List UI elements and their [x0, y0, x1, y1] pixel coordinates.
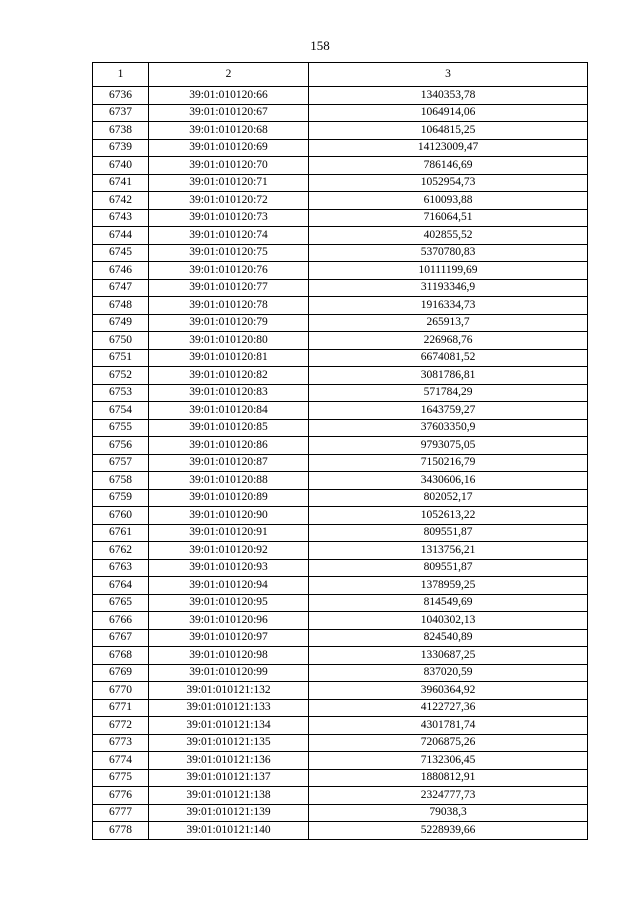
- value-cell: 1916334,73: [309, 297, 588, 315]
- table-row: [93, 384, 588, 402]
- row-number-cell: 6759: [93, 489, 149, 507]
- cadastral-number-cell: 39:01:010120:86: [149, 437, 309, 455]
- cadastral-number-cell: 39:01:010120:80: [149, 332, 309, 350]
- table-row: [93, 122, 588, 140]
- value-cell: 610093,88: [309, 192, 588, 210]
- value-cell: 1643759,27: [309, 402, 588, 420]
- table-row: [93, 577, 588, 595]
- row-number-cell: 6768: [93, 647, 149, 665]
- value-cell: 1340353,78: [309, 87, 588, 105]
- row-number-cell: 6766: [93, 612, 149, 630]
- table-row: [93, 262, 588, 280]
- row-number-cell: 6742: [93, 192, 149, 210]
- cadastral-number-cell: 39:01:010120:74: [149, 227, 309, 245]
- value-cell: 1330687,25: [309, 647, 588, 665]
- table-row: [93, 104, 588, 122]
- value-cell: 5370780,83: [309, 244, 588, 262]
- value-cell: 809551,87: [309, 559, 588, 577]
- row-number-cell: 6746: [93, 262, 149, 280]
- value-cell: 3081786,81: [309, 367, 588, 385]
- value-cell: 14123009,47: [309, 139, 588, 157]
- row-number-cell: 6748: [93, 297, 149, 315]
- table-row: [93, 367, 588, 385]
- cadastral-number-cell: 39:01:010120:87: [149, 454, 309, 472]
- row-number-cell: 6765: [93, 594, 149, 612]
- row-number-cell: 6749: [93, 314, 149, 332]
- table-row: [93, 227, 588, 245]
- table-row: [93, 717, 588, 735]
- value-cell: 1052954,73: [309, 174, 588, 192]
- row-number-cell: 6752: [93, 367, 149, 385]
- cadastral-number-cell: 39:01:010121:133: [149, 699, 309, 717]
- cadastral-number-cell: 39:01:010120:78: [149, 297, 309, 315]
- value-cell: 10111199,69: [309, 262, 588, 280]
- cadastral-number-cell: 39:01:010121:138: [149, 787, 309, 805]
- cadastral-number-cell: 39:01:010120:97: [149, 629, 309, 647]
- row-number-cell: 6755: [93, 419, 149, 437]
- table-row: [93, 542, 588, 560]
- table-row: [93, 769, 588, 787]
- cadastral-number-cell: 39:01:010121:134: [149, 717, 309, 735]
- value-cell: 226968,76: [309, 332, 588, 350]
- table-row: [93, 314, 588, 332]
- cadastral-number-cell: 39:01:010120:72: [149, 192, 309, 210]
- table-row: [93, 489, 588, 507]
- row-number-cell: 6738: [93, 122, 149, 140]
- value-cell: 1064815,25: [309, 122, 588, 140]
- row-number-cell: 6760: [93, 507, 149, 525]
- value-cell: 837020,59: [309, 664, 588, 682]
- row-number-cell: 6756: [93, 437, 149, 455]
- value-cell: 3960364,92: [309, 682, 588, 700]
- value-cell: 7206875,26: [309, 734, 588, 752]
- row-number-cell: 6771: [93, 699, 149, 717]
- value-cell: 571784,29: [309, 384, 588, 402]
- value-cell: 802052,17: [309, 489, 588, 507]
- value-cell: 5228939,66: [309, 822, 588, 840]
- table-row: [93, 297, 588, 315]
- value-cell: 824540,89: [309, 629, 588, 647]
- row-number-cell: 6761: [93, 524, 149, 542]
- table-row: [93, 612, 588, 630]
- cadastral-number-cell: 39:01:010120:92: [149, 542, 309, 560]
- table-row: [93, 699, 588, 717]
- table-row: [93, 139, 588, 157]
- table-row: [93, 349, 588, 367]
- row-number-cell: 6745: [93, 244, 149, 262]
- row-number-cell: 6736: [93, 87, 149, 105]
- row-number-cell: 6769: [93, 664, 149, 682]
- row-number-cell: 6773: [93, 734, 149, 752]
- cadastral-number-cell: 39:01:010120:99: [149, 664, 309, 682]
- row-number-cell: 6777: [93, 804, 149, 822]
- table-row: [93, 664, 588, 682]
- row-number-cell: 6754: [93, 402, 149, 420]
- table-row: [93, 524, 588, 542]
- row-number-cell: 6764: [93, 577, 149, 595]
- table-row: [93, 752, 588, 770]
- column-header-1: 1: [93, 63, 149, 87]
- value-cell: 809551,87: [309, 524, 588, 542]
- cadastral-number-cell: 39:01:010120:96: [149, 612, 309, 630]
- row-number-cell: 6758: [93, 472, 149, 490]
- row-number-cell: 6741: [93, 174, 149, 192]
- cadastral-number-cell: 39:01:010120:82: [149, 367, 309, 385]
- table-row: [93, 647, 588, 665]
- row-number-cell: 6747: [93, 279, 149, 297]
- value-cell: 31193346,9: [309, 279, 588, 297]
- table-header-row: [93, 63, 588, 87]
- value-cell: 1040302,13: [309, 612, 588, 630]
- row-number-cell: 6737: [93, 104, 149, 122]
- row-number-cell: 6776: [93, 787, 149, 805]
- cadastral-number-cell: 39:01:010120:73: [149, 209, 309, 227]
- table-row: [93, 174, 588, 192]
- row-number-cell: 6775: [93, 769, 149, 787]
- table-row: [93, 559, 588, 577]
- table-row: [93, 787, 588, 805]
- row-number-cell: 6763: [93, 559, 149, 577]
- value-cell: 37603350,9: [309, 419, 588, 437]
- row-number-cell: 6753: [93, 384, 149, 402]
- value-cell: 2324777,73: [309, 787, 588, 805]
- cadastral-number-cell: 39:01:010121:136: [149, 752, 309, 770]
- value-cell: 7150216,79: [309, 454, 588, 472]
- table-row: [93, 454, 588, 472]
- value-cell: 4301781,74: [309, 717, 588, 735]
- cadastral-number-cell: 39:01:010120:85: [149, 419, 309, 437]
- value-cell: 9793075,05: [309, 437, 588, 455]
- cadastral-number-cell: 39:01:010120:68: [149, 122, 309, 140]
- cadastral-number-cell: 39:01:010120:81: [149, 349, 309, 367]
- column-header-2: 2: [149, 63, 309, 87]
- row-number-cell: 6757: [93, 454, 149, 472]
- row-number-cell: 6751: [93, 349, 149, 367]
- value-cell: 786146,69: [309, 157, 588, 175]
- value-cell: 6674081,52: [309, 349, 588, 367]
- cadastral-number-cell: 39:01:010120:83: [149, 384, 309, 402]
- value-cell: 1052613,22: [309, 507, 588, 525]
- table-row: [93, 682, 588, 700]
- table-body: [93, 87, 588, 840]
- table-row: [93, 402, 588, 420]
- cadastral-number-cell: 39:01:010121:140: [149, 822, 309, 840]
- cadastral-value-table: [92, 62, 588, 840]
- cadastral-number-cell: 39:01:010121:137: [149, 769, 309, 787]
- cadastral-number-cell: 39:01:010120:93: [149, 559, 309, 577]
- table-row: [93, 332, 588, 350]
- row-number-cell: 6778: [93, 822, 149, 840]
- row-number-cell: 6740: [93, 157, 149, 175]
- table-row: [93, 734, 588, 752]
- row-number-cell: 6772: [93, 717, 149, 735]
- cadastral-number-cell: 39:01:010120:77: [149, 279, 309, 297]
- row-number-cell: 6750: [93, 332, 149, 350]
- value-cell: 4122727,36: [309, 699, 588, 717]
- table-row: [93, 629, 588, 647]
- table-row: [93, 157, 588, 175]
- cadastral-number-cell: 39:01:010120:94: [149, 577, 309, 595]
- table-row: [93, 594, 588, 612]
- cadastral-number-cell: 39:01:010121:139: [149, 804, 309, 822]
- row-number-cell: 6767: [93, 629, 149, 647]
- cadastral-number-cell: 39:01:010120:98: [149, 647, 309, 665]
- table-row: [93, 822, 588, 840]
- row-number-cell: 6744: [93, 227, 149, 245]
- value-cell: 7132306,45: [309, 752, 588, 770]
- cadastral-number-cell: 39:01:010120:91: [149, 524, 309, 542]
- cadastral-number-cell: 39:01:010120:71: [149, 174, 309, 192]
- value-cell: 814549,69: [309, 594, 588, 612]
- row-number-cell: 6743: [93, 209, 149, 227]
- table-row: [93, 804, 588, 822]
- row-number-cell: 6770: [93, 682, 149, 700]
- cadastral-number-cell: 39:01:010120:70: [149, 157, 309, 175]
- table-row: [93, 419, 588, 437]
- cadastral-number-cell: 39:01:010120:76: [149, 262, 309, 280]
- table-row: [93, 279, 588, 297]
- cadastral-number-cell: 39:01:010120:75: [149, 244, 309, 262]
- value-cell: 79038,3: [309, 804, 588, 822]
- table-row: [93, 507, 588, 525]
- table-row: [93, 472, 588, 490]
- column-header-3: 3: [309, 63, 588, 87]
- value-cell: 402855,52: [309, 227, 588, 245]
- value-cell: 1880812,91: [309, 769, 588, 787]
- table-row: [93, 244, 588, 262]
- value-cell: 265913,7: [309, 314, 588, 332]
- value-cell: 1064914,06: [309, 104, 588, 122]
- value-cell: 716064,51: [309, 209, 588, 227]
- cadastral-number-cell: 39:01:010120:69: [149, 139, 309, 157]
- cadastral-number-cell: 39:01:010120:79: [149, 314, 309, 332]
- cadastral-number-cell: 39:01:010120:66: [149, 87, 309, 105]
- table-row: [93, 209, 588, 227]
- value-cell: 1313756,21: [309, 542, 588, 560]
- table-row: [93, 437, 588, 455]
- cadastral-number-cell: 39:01:010120:88: [149, 472, 309, 490]
- table-row: [93, 192, 588, 210]
- cadastral-number-cell: 39:01:010120:84: [149, 402, 309, 420]
- row-number-cell: 6762: [93, 542, 149, 560]
- table-row: [93, 87, 588, 105]
- row-number-cell: 6739: [93, 139, 149, 157]
- cadastral-number-cell: 39:01:010120:90: [149, 507, 309, 525]
- cadastral-number-cell: 39:01:010121:132: [149, 682, 309, 700]
- value-cell: 1378959,25: [309, 577, 588, 595]
- row-number-cell: 6774: [93, 752, 149, 770]
- cadastral-number-cell: 39:01:010120:95: [149, 594, 309, 612]
- value-cell: 3430606,16: [309, 472, 588, 490]
- cadastral-number-cell: 39:01:010120:67: [149, 104, 309, 122]
- cadastral-number-cell: 39:01:010120:89: [149, 489, 309, 507]
- page-number: 158: [310, 38, 330, 53]
- cadastral-number-cell: 39:01:010121:135: [149, 734, 309, 752]
